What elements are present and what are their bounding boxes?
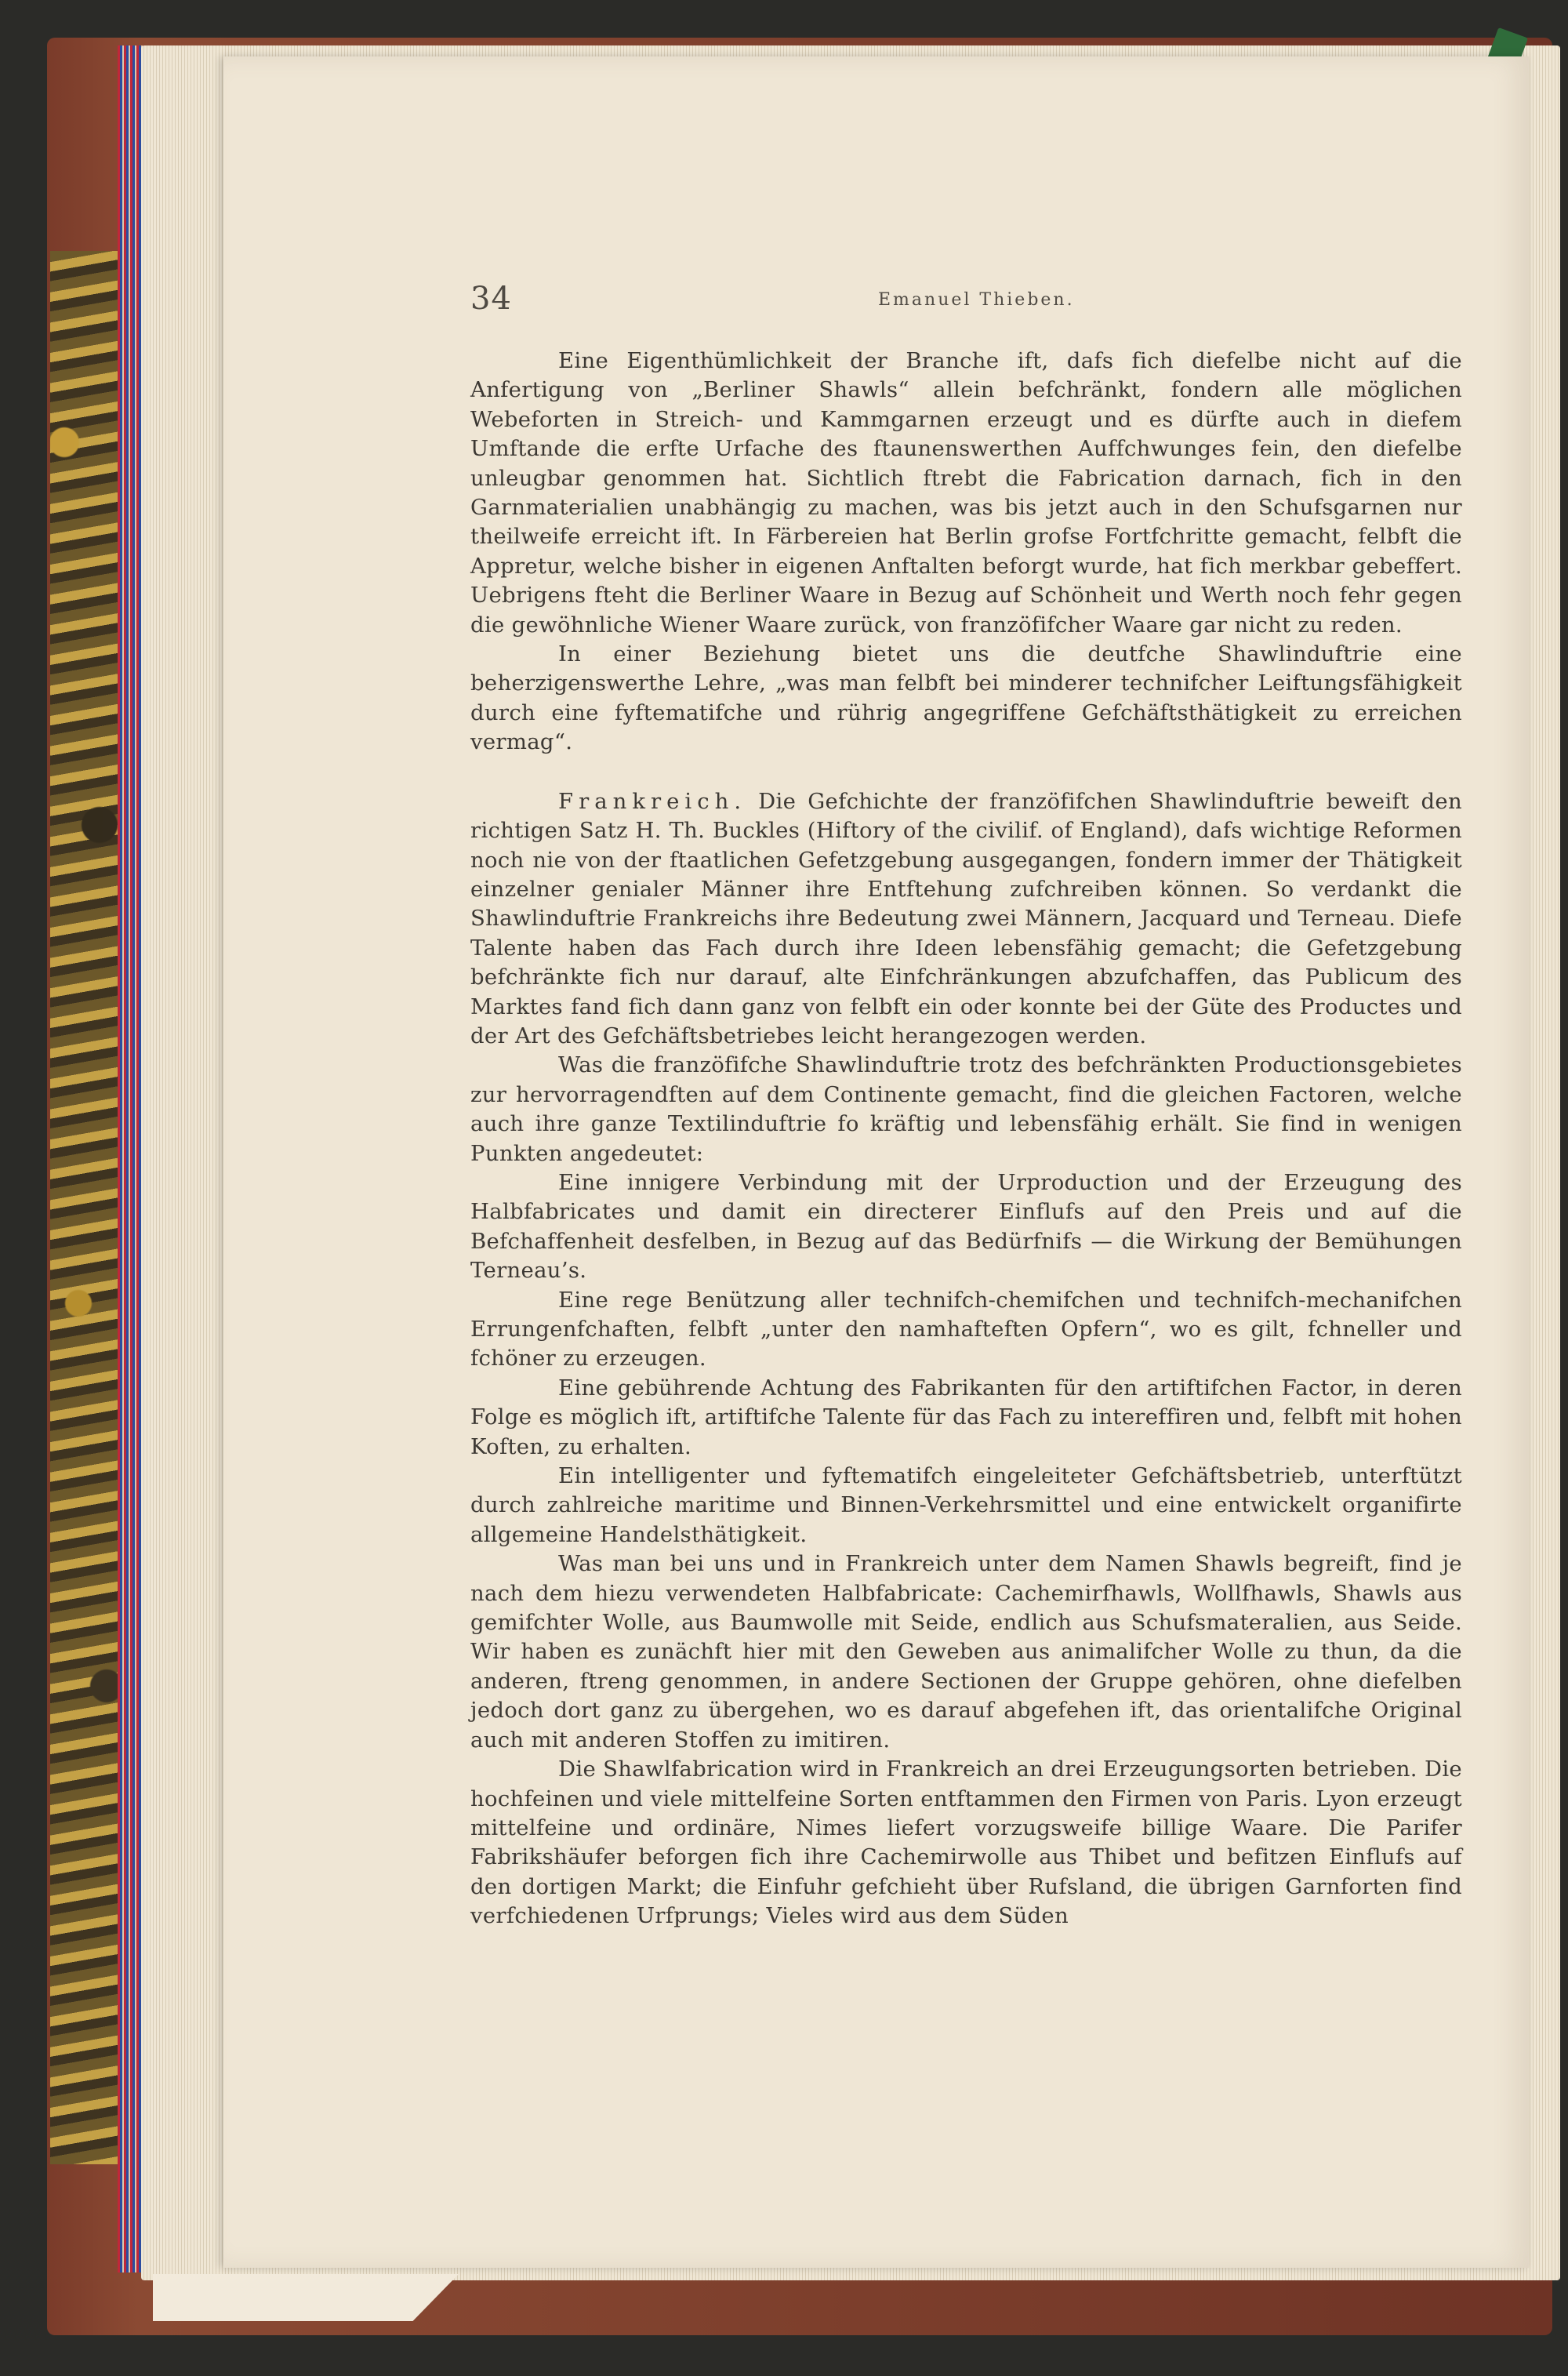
paragraph: Eine gebührende Achtung des Fabrikanten für den artiftifchen Factor, in deren Folge es möglich ift, artiftifche Talente für das Fach zu intereffiren und, felbft mit hohen Koften, zu erhalten. [470,1375,1462,1459]
page-header [470,281,1462,320]
paragraph: Die Shawlfabrication wird in Frankreich an drei Erzeugungsorten betrieben. Die hochfeinen und viele mittelfeine Sorten entftammen den Firmen von Paris. Lyon erzeugt mittelfeine und ordinäre, Nimes liefert vorzugsweife billige Waare. Die Parifer Fabrikshäufer beforgen fich ihre Cachemirwolle aus Thibet und befitzen Einflufs auf den dortigen Markt; die Einfuhr gefchieht über Rufsland, die übrigen Garnforten find verfchiedenen Urfprungs; Vieles wird aus dem Süden [470,1757,1462,1929]
paragraph: Eine Eigenthümlichkeit der Branche ift, dafs fich diefelbe nicht auf die Anfertigung von „Berliner Shawls“ allein befchränkt, fondern alle möglichen Webeforten in Streich- und Kammgarnen erzeugt und es dürfte auch in diefem Umftande die erfte Urfache des ftaunenswerthen Auffchwunges fein, den diefelbe unleugbar genommen hat. Sichtlich ftrebt die Fabrication darnach, fich in den Garnmaterialien unabhängig zu machen, was bis jetzt auch in den Schufsgarnen nur theilweife erreicht ift. In Färbereien hat Berlin grofse Fortfchritte gemacht, felbft die Appretur, welche bisher in eigenen Anftalten beforgt wurde, hat fich merkbar gebeffert. Uebrigens fteht die Berliner Waare in Bezug auf Schönheit und Werth noch fehr gegen die gewöhnliche Wiener Waare zurück, von franzöfifcher Waare gar nicht zu reden. [470,348,1462,638]
paragraph: In einer Beziehung bietet uns die deutfche Shawlinduftrie eine beherzigenswerthe Lehre, „was man felbft bei minderer technifcher Leiftungsfähigkeit durch eine fyftematifche und rührig angegriffene Gefchäftsthätigkeit zu erreichen vermag“. [470,641,1462,755]
page-corner [153,2274,459,2321]
paragraph-text: Die Gefchichte der franzöfifchen Shawlinduftrie beweift den richtigen Satz H. Th. Buckles (Hiftory of the civilif. of England), dafs wichtige Reformen noch nie von der ftaatlichen Gefetzgebung ausgegangen, fondern immer der Thätigkeit einzelner genialer Männer ihre Entftehung zufchreiben können. So verdankt die Shawlinduftrie Frankreichs ihre Bedeutung zwei Männern, Jacquard und Terneau. Diefe Talente haben das Fach durch ihre Ideen lebensfähig gemacht; die Gefetzgebung befchränkte fich nur darauf, alte Einfchränkungen abzufchaffen, das Publicum des Marktes fand fich dann ganz von felbft ein oder konnte bei der Güte des Productes und der Art des Gefchäftsbetriebes leicht herangezogen werden. [470,788,1462,1048]
paragraph: Eine innigere Verbindung mit der Urproduction und der Erzeugung des Halbfabricates und damit ein directerer Einflufs auf den Preis und auf die Befchaffenheit desfelben, in Bezug auf das Bedürfnifs — die Wirkung der Bemühungen Terneau’s. [470,1169,1462,1284]
page-number: 34 [470,281,512,317]
paragraph [470,787,1462,1052]
body-text [470,347,1462,1931]
paragraph: Eine rege Benützung aller technifch-chemifchen und technifch-mechanifchen Errungenfchaften, felbft „unter den namhafteften Opfern“, wo es gilt, fchneller und fchöner zu erzeugen. [470,1287,1462,1371]
running-head: Emanuel Thieben. [878,290,1075,310]
paragraph: Was die franzöfifche Shawlinduftrie trotz des befchränkten Productionsgebietes zur hervorragendften auf dem Continente gemacht, find die gleichen Factoren, welche auch ihre ganze Textilinduftrie fo kräftig und lebensfähig erhält. Sie find in wenigen Punkten angedeutet: [470,1052,1462,1166]
paragraph: Was man bei uns und in Frankreich unter dem Namen Shawls begreift, find je nach dem hiezu verwendeten Halbfabricate: Cachemirfhawls, Wollfhawls, Shawls aus gemifchter Wolle, aus Baumwolle mit Seide, endlich aus Schufsmateralien, aus Seide. Wir haben es zunächft hier mit den Geweben aus animalifcher Wolle zu thun, da die anderen, ftreng genommen, in andere Sectionen der Gruppe gehören, ohne diefelben jedoch dort ganz zu übergehen, wo es darauf abgefehen ift, das orientalifche Original auch mit anderen Stoffen zu imitiren. [470,1551,1462,1753]
section-lead: Frankreich. [558,788,747,814]
paragraph: Ein intelligenter und fyftematifch eingeleiteter Gefchäftsbetrieb, unterftützt durch zahlreiche maritime und Binnen-Verkehrsmittel und eine entwickelt organifirte allgemeine Handelsthätigkeit. [470,1463,1462,1547]
marbled-endpaper [50,251,121,2164]
